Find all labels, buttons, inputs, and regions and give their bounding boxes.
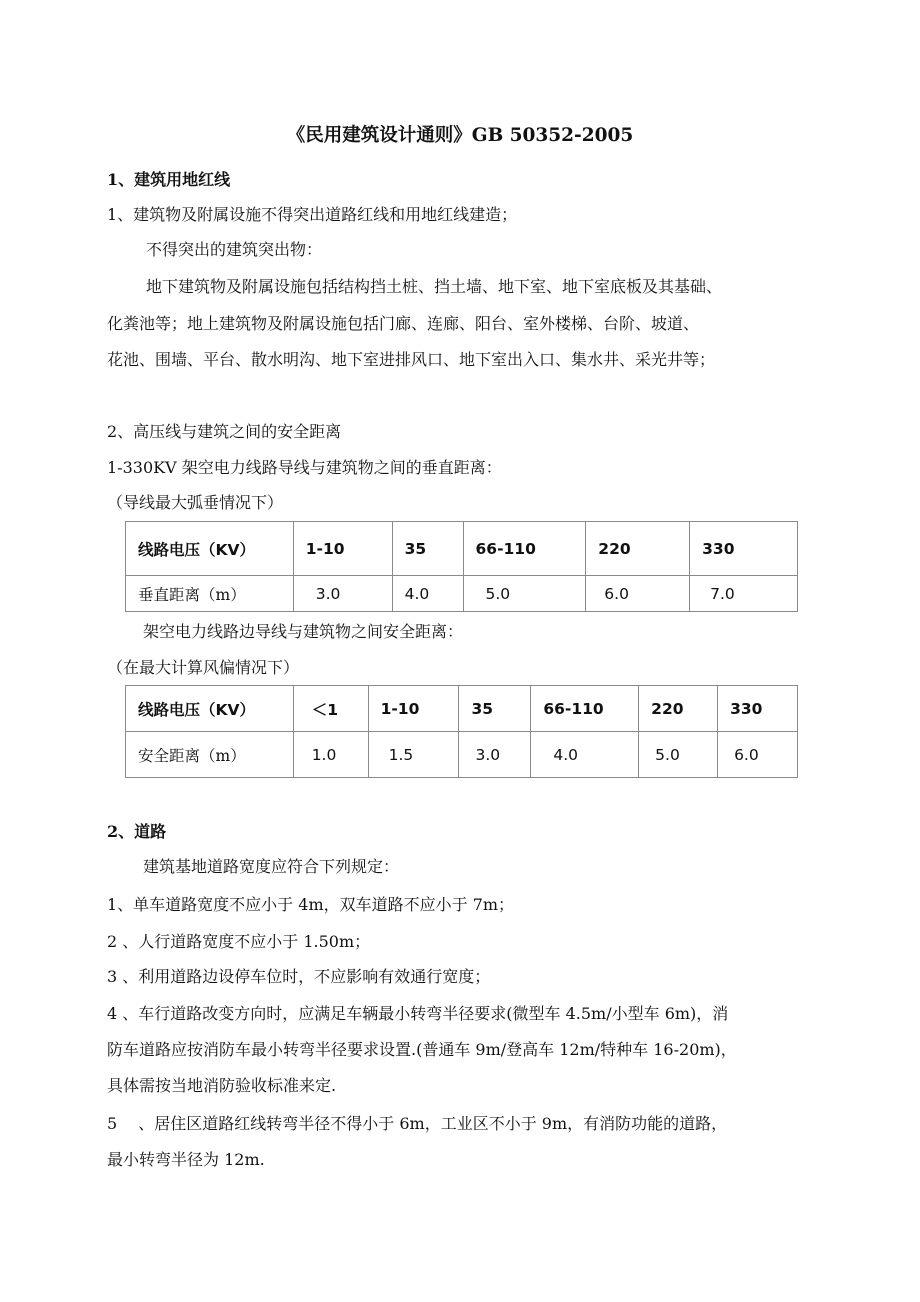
table-cell: 3.0: [293, 576, 392, 612]
table-cell: 垂直距离（m）: [126, 576, 294, 612]
table-cell: 5.0: [639, 732, 718, 778]
list-item: 1、单车道路宽度不应小于 4m，双车道路不应小于 7m；: [107, 895, 515, 914]
paragraph: 1、建筑物及附属设施不得突出道路红线和用地红线建造；: [107, 205, 518, 224]
table-cell: 330: [718, 686, 798, 732]
table-header-row: [126, 522, 798, 576]
paragraph: 建筑基地道路宽度应符合下列规定：: [143, 857, 400, 876]
table-cell: 220: [639, 686, 718, 732]
list-item-continued: 具体需按当地消防验收标准来定.: [107, 1076, 337, 1095]
paragraph: 架空电力线路边导线与建筑物之间安全距离：: [143, 622, 464, 641]
paragraph: 不得突出的建筑突出物：: [146, 240, 323, 259]
section-heading-red-line: 1、建筑用地红线: [107, 170, 231, 189]
table-cell: 安全距离（m）: [126, 732, 294, 778]
table-cell: 1.0: [293, 732, 368, 778]
list-item: 3 、利用道路边设停车位时，不应影响有效通行宽度；: [107, 967, 491, 986]
table-cell: 6.0: [586, 576, 690, 612]
table-cell: 1-10: [293, 522, 392, 576]
table-cell: 1-10: [368, 686, 459, 732]
list-item-continued: 防车道路应按消防车最小转弯半径要求设置.(普通车 9m/登高车 12m/特种车 16-20m)，: [107, 1040, 737, 1059]
table-cell: ＜1: [293, 686, 368, 732]
paragraph: 地下建筑物及附属设施包括结构挡土桩、挡土墙、地下室、地下室底板及其基础、: [146, 277, 723, 296]
table-row: [126, 576, 798, 612]
table-cell: 7.0: [690, 576, 798, 612]
section-heading-roads: 2、道路: [107, 822, 167, 841]
table-cell: 35: [459, 686, 531, 732]
table-cell: 330: [690, 522, 798, 576]
paragraph: 花池、围墙、平台、散水明沟、地下室进排风口、地下室出入口、集水井、采光井等；: [107, 350, 716, 369]
table-cell: 220: [586, 522, 690, 576]
safety-distance-table: [125, 685, 798, 778]
table-cell: 4.0: [392, 576, 463, 612]
table-cell: 1.5: [368, 732, 459, 778]
paragraph: 化粪池等；地上建筑物及附属设施包括门廊、连廊、阳台、室外楼梯、台阶、坡道、: [107, 314, 700, 333]
table-cell: 线路电压（KV）: [126, 686, 294, 732]
table-cell: 66-110: [463, 522, 586, 576]
vertical-distance-table: [125, 521, 798, 612]
list-item: 5 、居住区道路红线转弯半径不得小于 6m，工业区不小于 9m，有消防功能的道路，: [107, 1114, 728, 1133]
table-cell: 35: [392, 522, 463, 576]
table-cell: 66-110: [531, 686, 639, 732]
paragraph-note: （在最大计算风偏情况下）: [107, 658, 300, 677]
table-cell: 6.0: [718, 732, 798, 778]
list-item-continued: 最小转弯半径为 12m.: [107, 1150, 265, 1169]
table-header-row: [126, 686, 798, 732]
section-heading-high-voltage: 2、高压线与建筑之间的安全距离: [107, 422, 342, 441]
table-cell: 5.0: [463, 576, 586, 612]
paragraph: 1-330KV 架空电力线路导线与建筑物之间的垂直距离：: [107, 458, 502, 477]
table-cell: 线路电压（KV）: [126, 522, 294, 576]
table-cell: 3.0: [459, 732, 531, 778]
table-row: [126, 732, 798, 778]
page-title: 《民用建筑设计通则》GB 50352-2005: [286, 125, 634, 146]
table-cell: 4.0: [531, 732, 639, 778]
list-item: 4 、车行道路改变方向时，应满足车辆最小转弯半径要求(微型车 4.5m/小型车 6m)，消: [107, 1004, 729, 1023]
list-item: 2 、人行道路宽度不应小于 1.50m；: [107, 932, 371, 951]
paragraph-note: （导线最大弧垂情况下）: [107, 493, 284, 512]
